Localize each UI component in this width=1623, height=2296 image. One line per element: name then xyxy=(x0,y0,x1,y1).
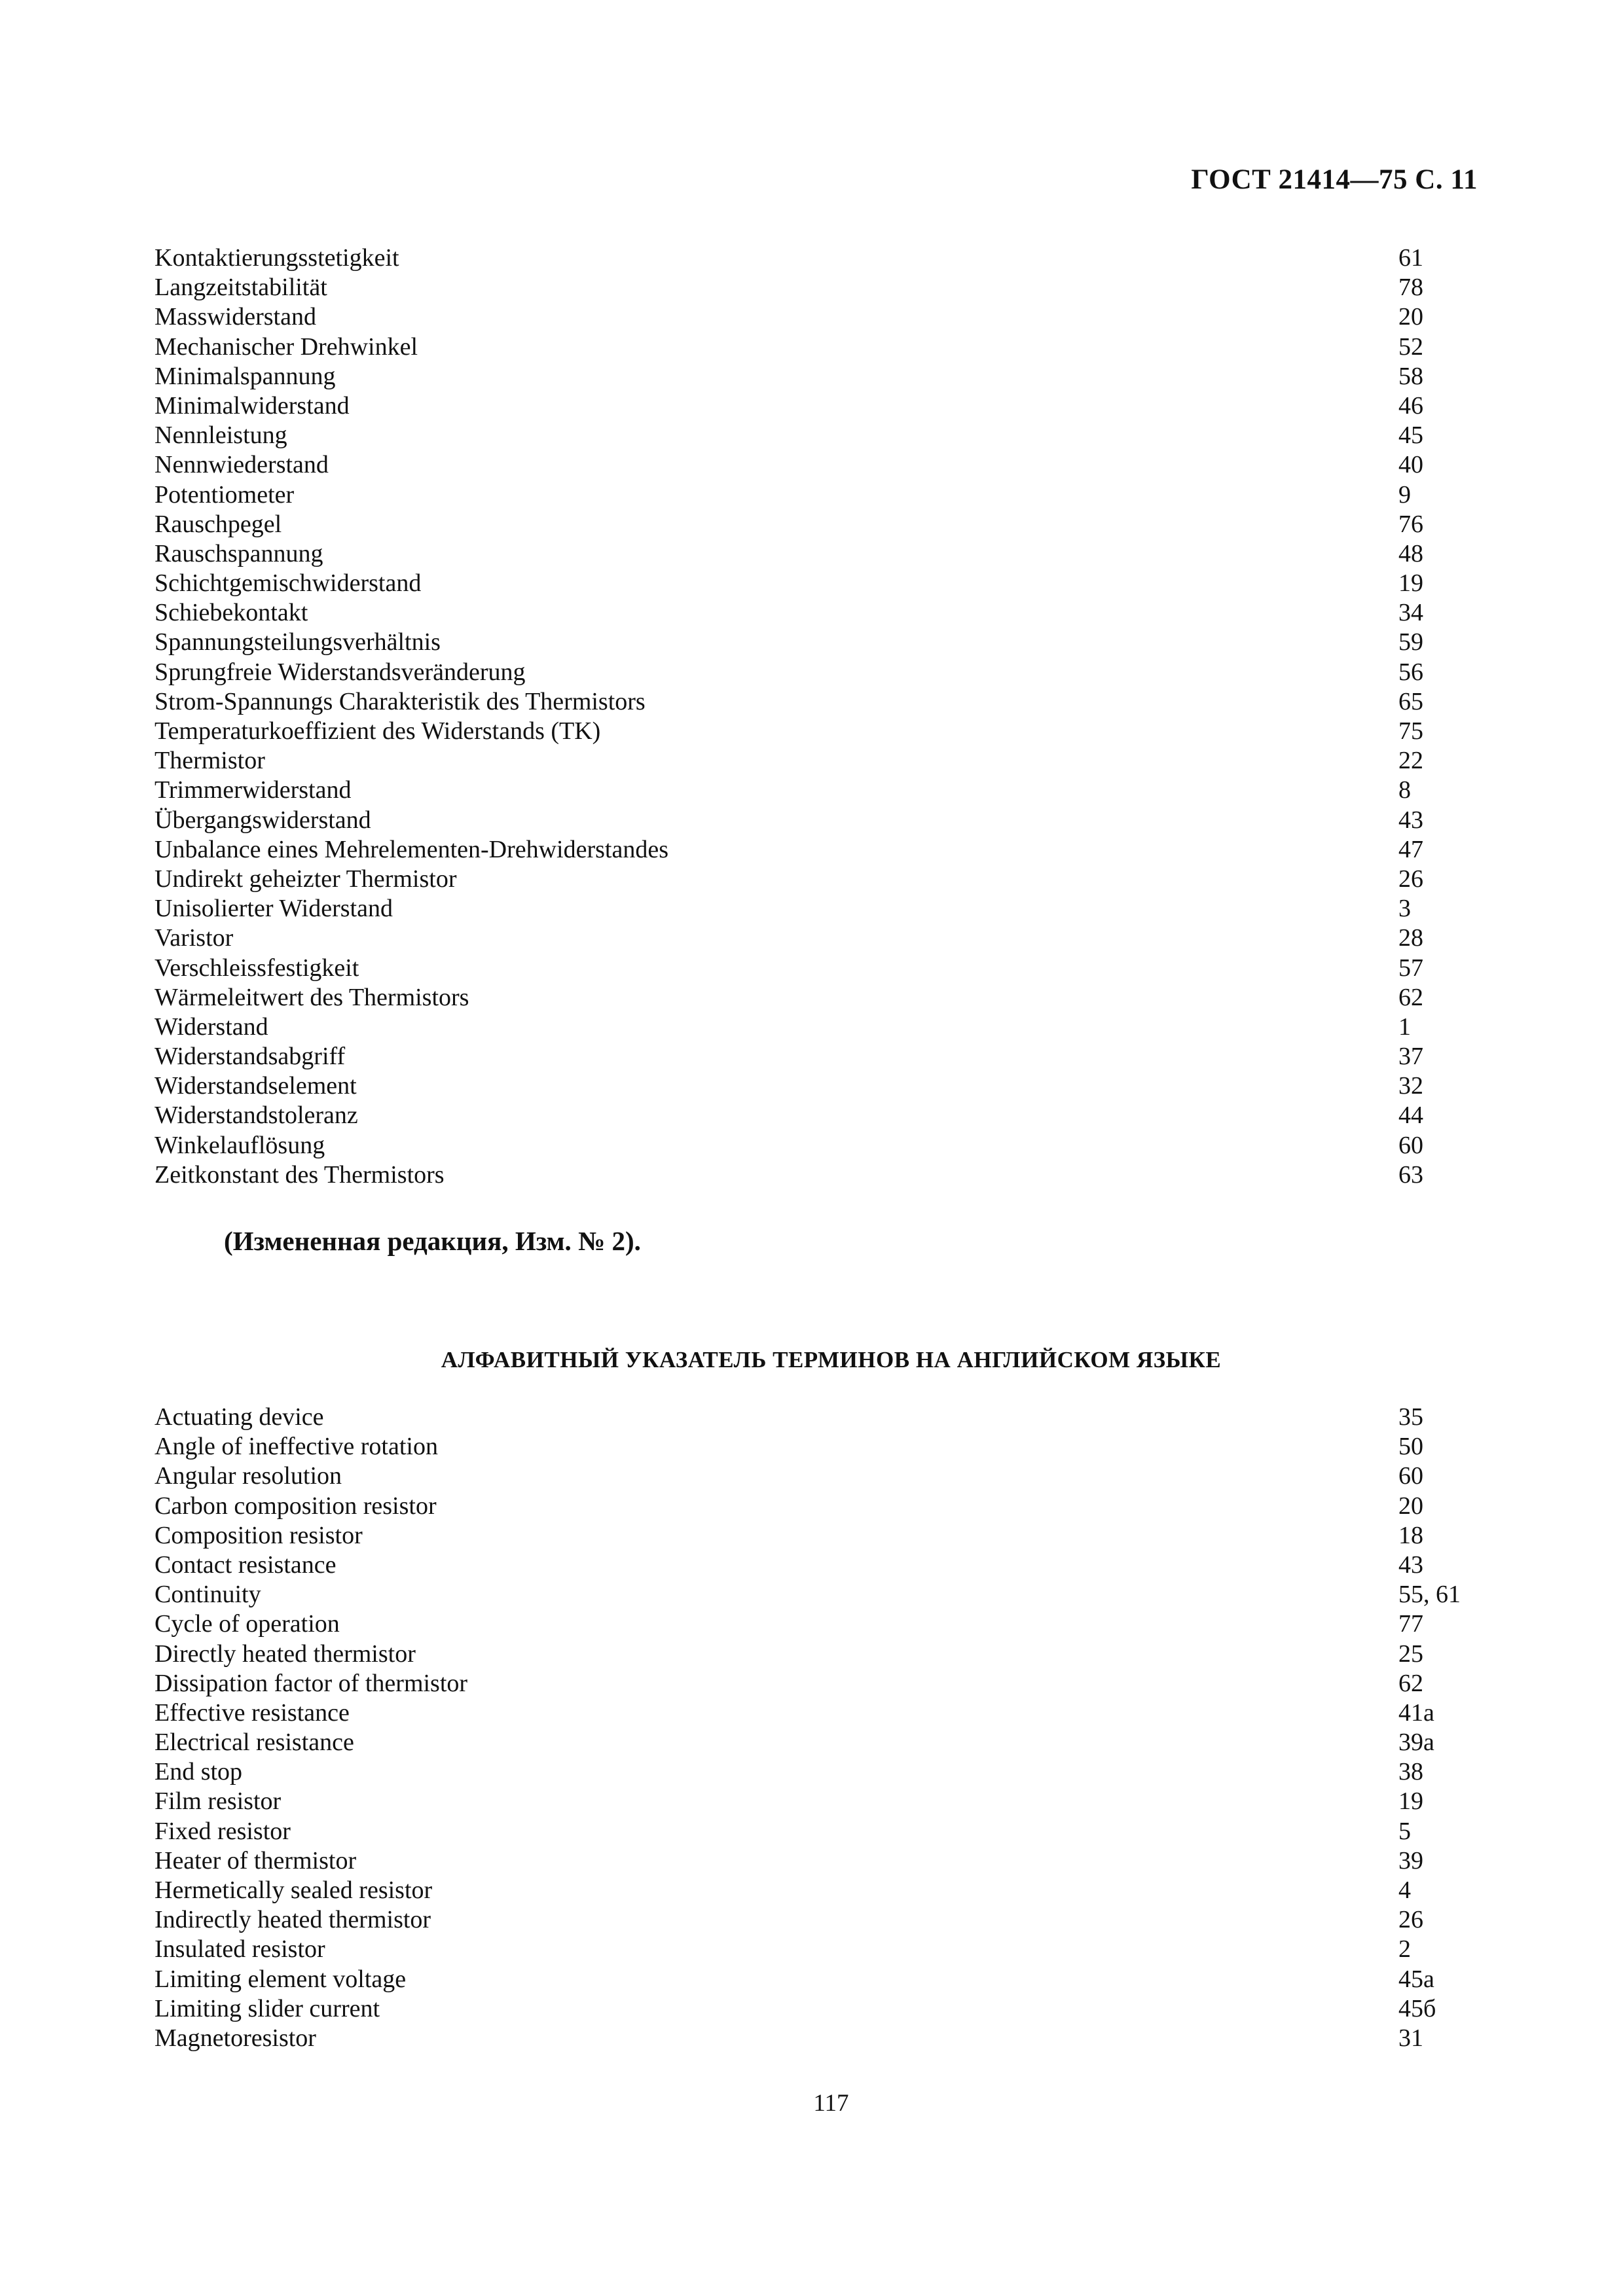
index-reference-number: 40 xyxy=(1398,451,1423,479)
index-entry xyxy=(155,1609,1468,1639)
index-term: Schichtgemischwiderstand xyxy=(155,569,422,598)
index-reference-number: 59 xyxy=(1398,628,1423,656)
index-entry xyxy=(155,1965,1468,1994)
index-entry xyxy=(155,835,1468,865)
index-entry xyxy=(155,569,1468,598)
index-term: Film resistor xyxy=(155,1787,282,1816)
index-entry xyxy=(155,539,1468,569)
index-term: Unisolierter Widerstand xyxy=(155,895,393,923)
index-term: Strom-Spannungs Charakteristik des Thermistors xyxy=(155,687,646,715)
index-reference-number: 45б xyxy=(1398,1994,1436,2022)
index-term: Masswiderstand xyxy=(155,303,316,331)
index-entry xyxy=(155,983,1468,1013)
index-term: Unbalance eines Mehrelementen-Drehwiderstandes xyxy=(155,835,668,863)
index-entry xyxy=(155,421,1468,450)
index-reference-number: 35 xyxy=(1398,1403,1423,1431)
index-term: Temperaturkoeffizient des Widerstands (TK) xyxy=(155,717,601,745)
index-reference-number: 56 xyxy=(1398,658,1423,686)
index-entry xyxy=(155,1160,1468,1190)
index-term: Widerstandstoleranz xyxy=(155,1102,358,1130)
index-entry xyxy=(155,717,1468,746)
index-entry xyxy=(155,865,1468,894)
index-reference-number: 63 xyxy=(1398,1160,1423,1189)
index-term: Verschleissfestigkeit xyxy=(155,954,359,982)
index-reference-number: 43 xyxy=(1398,806,1423,834)
index-reference-number: 19 xyxy=(1398,1787,1423,1816)
index-entry xyxy=(155,1492,1468,1521)
index-reference-number: 8 xyxy=(1398,776,1411,804)
index-term: Effective resistance xyxy=(155,1698,350,1727)
index-reference-number: 18 xyxy=(1398,1521,1423,1549)
index-term: Mechanischer Drehwinkel xyxy=(155,332,418,361)
index-reference-number: 26 xyxy=(1398,1906,1423,1934)
index-term: Directly heated thermistor xyxy=(155,1640,416,1668)
index-entry xyxy=(155,628,1468,657)
index-term: Rauschspannung xyxy=(155,539,323,567)
index-term: Widerstand xyxy=(155,1013,268,1041)
index-reference-number: 57 xyxy=(1398,954,1423,982)
index-entry xyxy=(155,450,1468,480)
index-term: Schiebekontakt xyxy=(155,599,308,627)
index-term: Limiting slider current xyxy=(155,1994,380,2022)
index-entry xyxy=(155,1551,1468,1580)
index-entry xyxy=(155,332,1468,362)
index-reference-number: 9 xyxy=(1398,480,1411,509)
index-reference-number: 75 xyxy=(1398,717,1423,745)
index-reference-number: 45a xyxy=(1398,1965,1434,1993)
index-reference-number: 19 xyxy=(1398,569,1423,598)
index-entry xyxy=(155,924,1468,953)
index-entry xyxy=(155,1580,1468,1609)
index-term: Kontaktierungsstetigkeit xyxy=(155,244,399,272)
index-reference-number: 45 xyxy=(1398,422,1423,450)
index-term: Angular resolution xyxy=(155,1462,342,1490)
index-reference-number: 62 xyxy=(1398,983,1423,1011)
index-term: Langzeitstabilität xyxy=(155,274,327,302)
index-term: Hermetically sealed resistor xyxy=(155,1876,433,1904)
index-reference-number: 52 xyxy=(1398,332,1423,361)
index-entry xyxy=(155,1728,1468,1757)
index-reference-number: 26 xyxy=(1398,865,1423,893)
index-term: Fixed resistor xyxy=(155,1817,291,1845)
index-term: Sprungfreie Widerstandsveränderung xyxy=(155,658,526,686)
index-entry xyxy=(155,1994,1468,2024)
index-reference-number: 4 xyxy=(1398,1876,1411,1904)
index-entry xyxy=(155,1787,1468,1816)
index-reference-number: 62 xyxy=(1398,1669,1423,1697)
index-entry xyxy=(155,776,1468,805)
index-term: Trimmerwiderstand xyxy=(155,776,352,804)
index-term: Composition resistor xyxy=(155,1521,363,1549)
index-entry xyxy=(155,746,1468,776)
index-reference-number: 43 xyxy=(1398,1551,1423,1579)
index-reference-number: 3 xyxy=(1398,895,1411,923)
index-term: Potentiometer xyxy=(155,480,295,509)
index-entry xyxy=(155,510,1468,539)
german-term-index xyxy=(155,243,1468,1190)
index-reference-number: 5 xyxy=(1398,1817,1411,1845)
index-reference-number: 60 xyxy=(1398,1462,1423,1490)
index-reference-number: 76 xyxy=(1398,510,1423,538)
index-reference-number: 38 xyxy=(1398,1758,1423,1786)
index-term: Actuating device xyxy=(155,1403,324,1431)
index-term: Varistor xyxy=(155,924,234,952)
index-reference-number: 25 xyxy=(1398,1640,1423,1668)
index-entry xyxy=(155,1521,1468,1551)
index-reference-number: 20 xyxy=(1398,1492,1423,1520)
index-entry xyxy=(155,1462,1468,1491)
index-reference-number: 20 xyxy=(1398,303,1423,331)
index-term: Limiting element voltage xyxy=(155,1965,407,1993)
index-term: Zeitkonstant des Thermistors xyxy=(155,1160,445,1189)
index-entry xyxy=(155,1846,1468,1876)
index-reference-number: 22 xyxy=(1398,747,1423,775)
index-entry xyxy=(155,598,1468,628)
index-entry xyxy=(155,2024,1468,2053)
english-term-index xyxy=(155,1403,1468,2053)
index-entry xyxy=(155,243,1468,273)
index-term: Angle of ineffective rotation xyxy=(155,1433,438,1461)
index-reference-number: 46 xyxy=(1398,391,1423,420)
page-header: ГОСТ 21414—75 С. 11 xyxy=(1191,164,1478,195)
section-title: АЛФАВИТНЫЙ УКАЗАТЕЛЬ ТЕРМИНОВ НА АНГЛИЙСКОМ ЯЗЫКЕ xyxy=(441,1347,1222,1372)
index-entry xyxy=(155,1876,1468,1905)
index-entry xyxy=(155,302,1468,332)
index-reference-number: 1 xyxy=(1398,1013,1411,1041)
index-term: End stop xyxy=(155,1758,243,1786)
index-term: Rauschpegel xyxy=(155,510,282,538)
index-reference-number: 28 xyxy=(1398,924,1423,952)
index-term: Magnetoresistor xyxy=(155,2024,316,2052)
index-entry xyxy=(155,1042,1468,1071)
index-term: Nennleistung xyxy=(155,422,287,450)
index-term: Undirekt geheizter Thermistor xyxy=(155,865,457,893)
index-entry xyxy=(155,1935,1468,1964)
index-reference-number: 58 xyxy=(1398,362,1423,390)
index-term: Minimalspannung xyxy=(155,362,336,390)
index-term: Cycle of operation xyxy=(155,1610,340,1638)
index-entry xyxy=(155,273,1468,302)
index-reference-number: 47 xyxy=(1398,835,1423,863)
index-entry xyxy=(155,894,1468,924)
index-term: Nennwiederstand xyxy=(155,451,329,479)
index-term: Carbon composition resistor xyxy=(155,1492,437,1520)
index-reference-number: 65 xyxy=(1398,687,1423,715)
index-reference-number: 39 xyxy=(1398,1846,1423,1874)
index-term: Wärmeleitwert des Thermistors xyxy=(155,983,469,1011)
index-reference-number: 77 xyxy=(1398,1610,1423,1638)
index-term: Widerstandselement xyxy=(155,1072,357,1100)
index-term: Contact resistance xyxy=(155,1551,337,1579)
index-reference-number: 2 xyxy=(1398,1935,1411,1964)
index-entry xyxy=(155,1640,1468,1669)
index-reference-number: 50 xyxy=(1398,1433,1423,1461)
index-reference-number: 39a xyxy=(1398,1729,1434,1757)
index-reference-number: 44 xyxy=(1398,1102,1423,1130)
index-term: Übergangswiderstand xyxy=(155,806,371,834)
index-reference-number: 78 xyxy=(1398,274,1423,302)
index-entry xyxy=(155,1131,1468,1160)
index-entry xyxy=(155,1757,1468,1787)
index-entry xyxy=(155,1403,1468,1432)
index-term: Electrical resistance xyxy=(155,1729,354,1757)
index-term: Spannungsteilungsverhältnis xyxy=(155,628,441,656)
index-term: Widerstandsabgriff xyxy=(155,1043,346,1071)
index-entry xyxy=(155,687,1468,717)
index-reference-number: 31 xyxy=(1398,2024,1423,2052)
index-term: Minimalwiderstand xyxy=(155,391,350,420)
index-entry xyxy=(155,954,1468,983)
index-entry xyxy=(155,1817,1468,1846)
index-reference-number: 37 xyxy=(1398,1043,1423,1071)
index-reference-number: 61 xyxy=(1398,244,1423,272)
index-reference-number: 48 xyxy=(1398,539,1423,567)
index-reference-number: 41a xyxy=(1398,1698,1434,1727)
index-entry xyxy=(155,658,1468,687)
amendment-note: (Измененная редакция, Изм. № 2). xyxy=(224,1226,641,1256)
index-entry xyxy=(155,391,1468,421)
index-entry xyxy=(155,480,1468,510)
index-reference-number: 60 xyxy=(1398,1131,1423,1159)
index-entry xyxy=(155,1101,1468,1130)
index-reference-number: 34 xyxy=(1398,599,1423,627)
index-entry xyxy=(155,806,1468,835)
page-number: 117 xyxy=(813,2090,849,2117)
index-entry xyxy=(155,1905,1468,1935)
index-reference-number: 55, 61 xyxy=(1398,1581,1461,1609)
index-term: Winkelauflösung xyxy=(155,1131,325,1159)
index-term: Dissipation factor of thermistor xyxy=(155,1669,468,1697)
index-entry xyxy=(155,1071,1468,1101)
index-entry xyxy=(155,1013,1468,1042)
index-entry xyxy=(155,1432,1468,1462)
index-entry xyxy=(155,1698,1468,1728)
index-term: Indirectly heated thermistor xyxy=(155,1906,431,1934)
index-term: Continuity xyxy=(155,1581,261,1609)
index-reference-number: 32 xyxy=(1398,1072,1423,1100)
index-entry xyxy=(155,1669,1468,1698)
index-term: Insulated resistor xyxy=(155,1935,325,1964)
index-entry xyxy=(155,362,1468,391)
index-term: Heater of thermistor xyxy=(155,1846,357,1874)
index-term: Thermistor xyxy=(155,747,265,775)
